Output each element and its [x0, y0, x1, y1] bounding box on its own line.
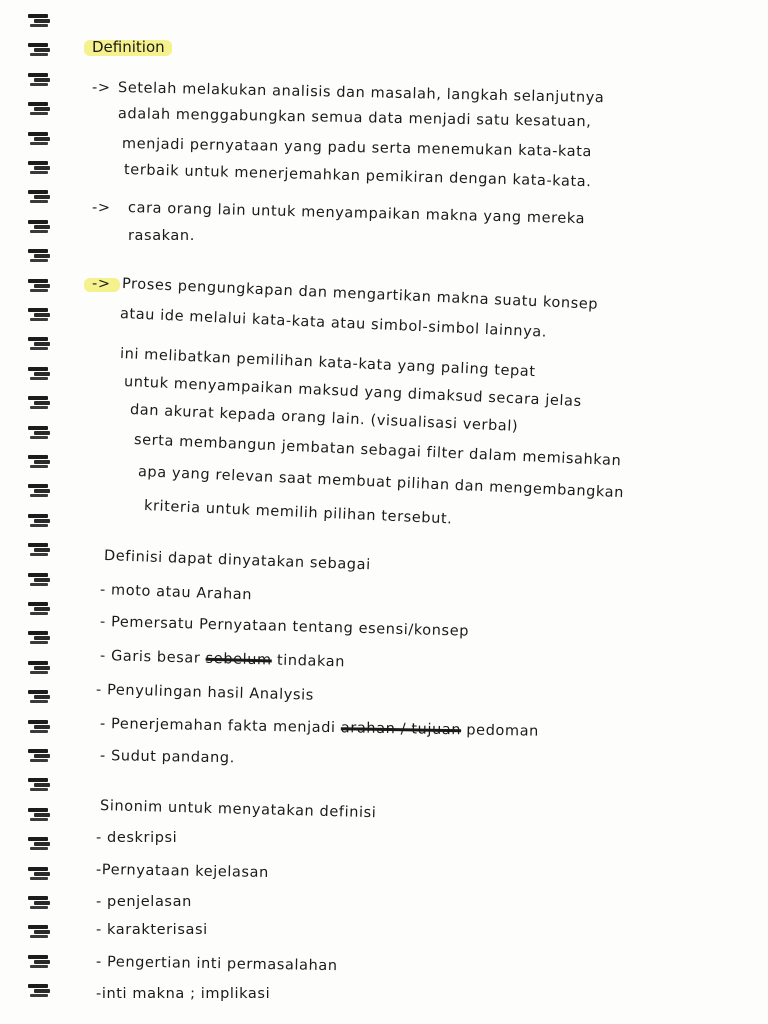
- spiral-ring: [28, 73, 50, 87]
- spiral-ring: [28, 543, 50, 557]
- spiral-ring: [28, 984, 50, 998]
- spiral-ring: [28, 896, 50, 910]
- list-item: - Penyulingan hasil Analysis: [95, 682, 315, 704]
- spiral-ring: [28, 396, 50, 410]
- spiral-ring: [28, 837, 50, 851]
- text-line: untuk menyampaikan maksud yang dimaksud secara jelas: [123, 374, 582, 410]
- spiral-ring: [28, 631, 50, 645]
- spiral-ring: [28, 514, 50, 528]
- spiral-ring: [28, 132, 50, 146]
- spiral-ring: [28, 279, 50, 293]
- spiral-ring: [28, 161, 50, 175]
- list-item: - Pemersatu Pernyataan tentang esensi/konsep: [99, 614, 470, 640]
- spiral-ring: [28, 455, 50, 469]
- spiral-ring: [28, 749, 50, 763]
- bullet-arrow: ->: [92, 276, 111, 292]
- text-line: cara orang lain untuk menyampaikan makna yang mereka: [127, 200, 586, 228]
- spiral-ring: [28, 308, 50, 322]
- list-item: - deskripsi: [96, 830, 178, 846]
- text-line: atau ide melalui kata-kata atau simbol-simbol lainnya.: [119, 306, 548, 341]
- spiral-ring: [28, 955, 50, 969]
- page-heading: Definition: [92, 38, 165, 56]
- definition-list-title: Definisi dapat dinyatakan sebagai: [103, 548, 371, 574]
- text-line: ini melibatkan pemilihan kata-kata yang paling tepat: [119, 346, 536, 381]
- struck-word: arahan / tujuan: [340, 720, 462, 739]
- spiral-ring: [28, 43, 50, 57]
- spiral-ring: [28, 249, 50, 263]
- spiral-ring: [28, 573, 50, 587]
- spiral-ring: [28, 484, 50, 498]
- struck-word: sebelum: [205, 650, 272, 669]
- text-line: Proses pengungkapan dan mengartikan makna suatu konsep: [121, 276, 599, 313]
- list-item: - Penerjemahan fakta menjadi arahan / tujuan pedoman: [99, 716, 540, 740]
- synonym-list-title: Sinonim untuk menyatakan definisi: [99, 798, 377, 822]
- spiral-ring: [28, 867, 50, 881]
- spiral-ring: [28, 808, 50, 822]
- text-line: apa yang relevan saat membuat pilihan dan mengembangkan: [137, 464, 625, 502]
- spiral-ring: [28, 367, 50, 381]
- list-item: - Garis besar sebelum tindakan: [99, 648, 346, 671]
- text-line: terbaik untuk menerjemahkan pemikiran dengan kata-kata.: [123, 162, 592, 191]
- spiral-ring: [28, 690, 50, 704]
- spiral-ring: [28, 661, 50, 675]
- spiral-ring: [28, 102, 50, 116]
- list-item: - Pengertian inti permasalahan: [95, 954, 338, 975]
- spiral-ring: [28, 720, 50, 734]
- text-line: serta membangun jembatan sebagai filter dalam memisahkan: [133, 432, 622, 470]
- spiral-ring: [28, 14, 50, 28]
- list-item: - karakterisasi: [96, 922, 208, 938]
- text-line: kriteria untuk memilih pilihan tersebut.: [143, 498, 453, 528]
- spiral-binding: [28, 0, 54, 1024]
- spiral-ring: [28, 426, 50, 440]
- list-item: - moto atau Arahan: [99, 582, 253, 604]
- bullet-arrow: ->: [92, 80, 111, 96]
- list-item: -inti makna ; implikasi: [96, 986, 271, 1002]
- spiral-ring: [28, 925, 50, 939]
- text-line: menjadi pernyataan yang padu serta menemukan kata-kata: [121, 136, 593, 161]
- spiral-ring: [28, 337, 50, 351]
- bullet-arrow: ->: [92, 200, 111, 216]
- text-line: dan akurat kepada orang lain. (visualisasi verbal): [129, 402, 519, 435]
- list-item: - penjelasan: [96, 894, 192, 910]
- text-line: Setelah melakukan analisis dan masalah, langkah selanjutnya: [117, 80, 605, 107]
- spiral-ring: [28, 602, 50, 616]
- spiral-ring: [28, 190, 50, 204]
- list-item: -Pernyataan kejelasan: [95, 862, 270, 882]
- spiral-ring: [28, 220, 50, 234]
- spiral-ring: [28, 778, 50, 792]
- text-line: adalah menggabungkan semua data menjadi satu kesatuan,: [117, 106, 592, 131]
- list-item: - Sudut pandang.: [99, 748, 236, 767]
- text-line: rasakan.: [128, 228, 195, 244]
